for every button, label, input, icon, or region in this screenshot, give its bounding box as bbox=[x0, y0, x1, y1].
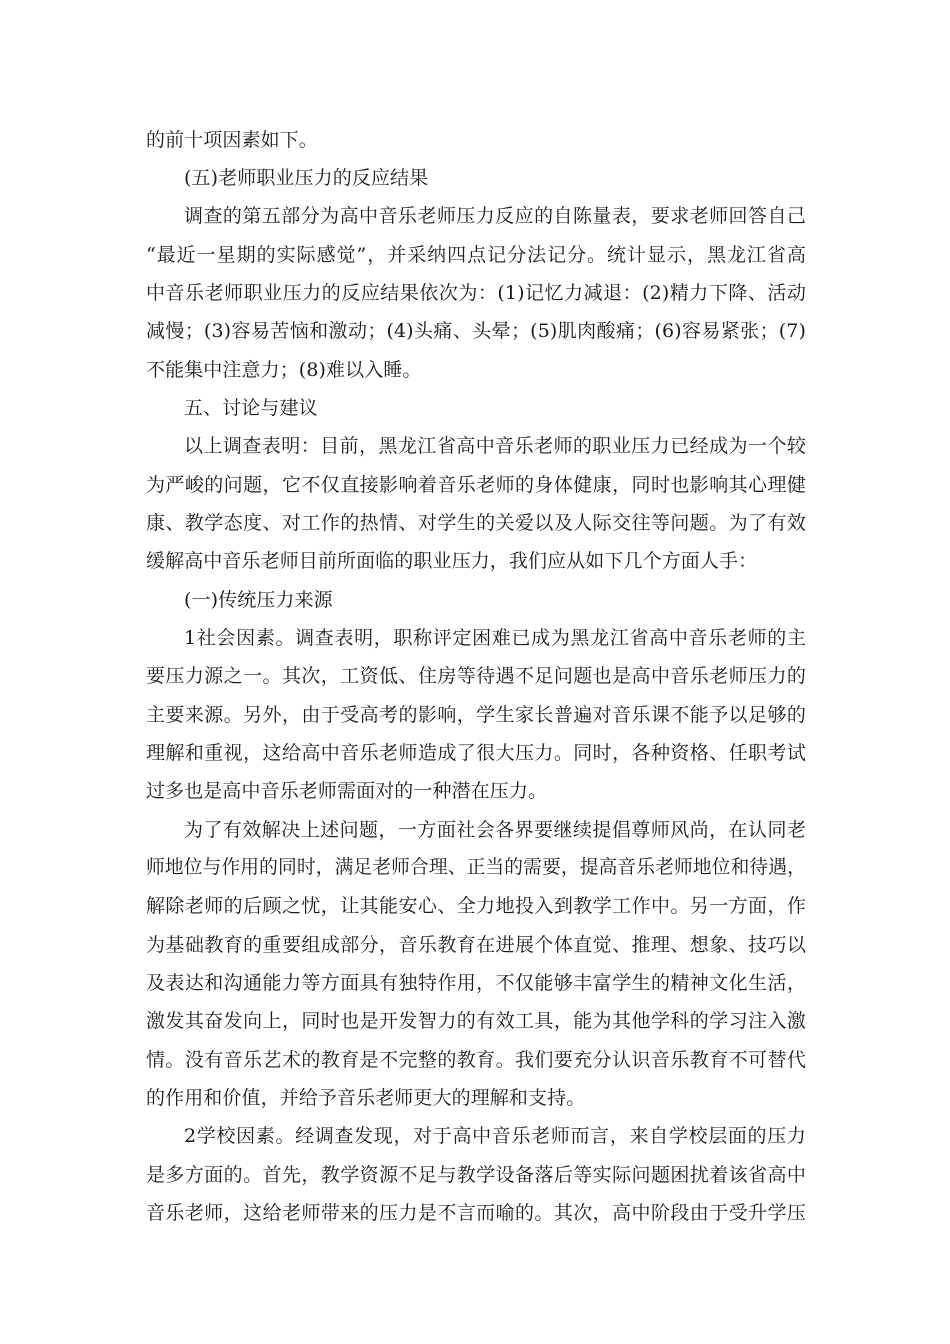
section-heading: (五)老师职业压力的反应结果 bbox=[184, 167, 429, 189]
text-line: 为了有效解决上述问题，一方面社会各界要继续提倡尊师风尚，在认同老 bbox=[184, 819, 806, 841]
section-heading: (一)传统压力来源 bbox=[184, 589, 333, 611]
section-heading: 五、讨论与建议 bbox=[184, 397, 318, 419]
text-line: 解除老师的后顾之忧，让其能安心、全力地投入到教学工作中。另一方面，作 bbox=[146, 895, 806, 917]
text-line: 1社会因素。调查表明，职称评定困难已成为黑龙江省高中音乐老师的主 bbox=[184, 627, 806, 649]
text-line: 为基础教育的重要组成部分，音乐教育在进展个体直觉、推理、想象、技巧以 bbox=[146, 934, 806, 956]
text-line: 理解和重视，这给高中音乐老师造成了很大压力。同时，各种资格、任职考试 bbox=[146, 742, 806, 764]
text-line: 要压力源之一。其次，工资低、住房等待遇不足问题也是高中音乐老师压力的 bbox=[146, 665, 806, 687]
text-line: 主要来源。另外，由于受高考的影响，学生家长普遍对音乐课不能予以足够的 bbox=[146, 704, 806, 726]
text-line: 及表达和沟通能力等方面具有独特作用，不仅能够丰富学生的精神文化生活， bbox=[146, 972, 806, 994]
text-line: 调查的第五部分为高中音乐老师压力反应的自陈量表，要求老师回答自己 bbox=[184, 205, 806, 227]
text-line: 康、教学态度、对工作的热情、对学生的关爱以及人际交往等问题。为了有效 bbox=[146, 512, 806, 534]
text-line: 激发其奋发向上，同时也是开发智力的有效工具，能为其他学科的学习注入激 bbox=[146, 1010, 806, 1032]
text-line: 音乐老师，这给老师带来的压力是不言而喻的。其次，高中阶段由于受升学压 bbox=[146, 1202, 806, 1224]
text-line: 2学校因素。经调查发现，对于高中音乐老师而言，来自学校层面的压力 bbox=[184, 1125, 806, 1147]
text-line: 以上调查表明：目前，黑龙江省高中音乐老师的职业压力已经成为一个较 bbox=[184, 435, 806, 457]
text-line: 不能集中注意力；(8)难以入睡。 bbox=[146, 359, 422, 381]
text-line: 过多也是高中音乐老师需面对的一种潜在压力。 bbox=[146, 780, 548, 802]
text-line: 师地位与作用的同时，满足老师合理、正当的需要，提高音乐老师地位和待遇， bbox=[146, 857, 806, 878]
text-line: 减慢；(3)容易苦恼和激动；(4)头痛、头晕；(5)肌肉酸痛；(6)容易紧张；(7) bbox=[146, 320, 806, 342]
text-line: 的作用和价值，并给予音乐老师更大的理解和支持。 bbox=[146, 1087, 586, 1109]
text-line: “最近一星期的实际感觉”，并采纳四点记分法记分。统计显示，黑龙江省高 bbox=[146, 244, 806, 266]
text-line: 情。没有音乐艺术的教育是不完整的教育。我们要充分认识音乐教育不可替代 bbox=[146, 1049, 806, 1071]
text-line: 是多方面的。首先，教学资源不足与教学设备落后等实际问题困扰着该省高中 bbox=[146, 1164, 806, 1186]
text-line: 的前十项因素如下。 bbox=[146, 129, 318, 151]
text-line: 为严峻的问题，它不仅直接影响着音乐老师的身体健康，同时也影响其心理健 bbox=[146, 474, 806, 496]
text-line: 中音乐老师职业压力的反应结果依次为：(1)记忆力减退：(2)精力下降、活动 bbox=[146, 282, 806, 304]
text-line: 缓解高中音乐老师目前所面临的职业压力，我们应从如下几个方面人手： bbox=[146, 550, 758, 572]
